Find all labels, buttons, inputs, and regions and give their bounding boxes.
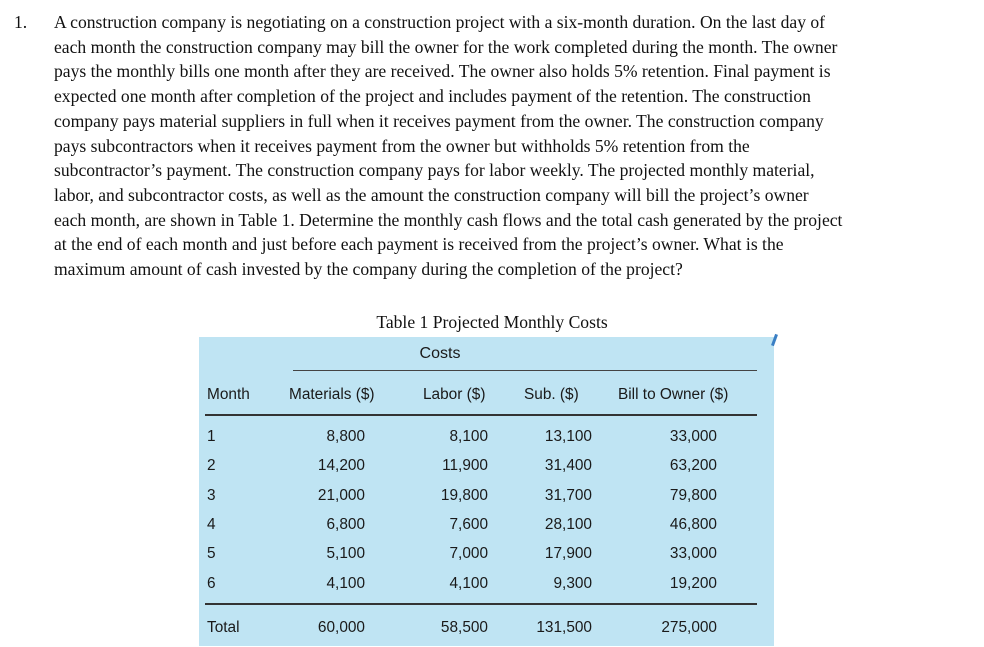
cell-materials: 14,200 [317,457,365,474]
cell-materials: 4,100 [326,575,365,592]
corner-mark [771,334,778,346]
cell-month: 3 [207,487,216,504]
cell-materials: 21,000 [317,487,365,504]
cell-bill: 46,800 [669,516,717,533]
problem-statement [14,10,964,282]
costs-header-rule [293,370,757,371]
problem-number: 1. [14,12,28,32]
problem-line: pays the monthly bills one month after they are received. The owner also holds 5% retention. Final payment is [54,61,831,82]
problem-line: expected one month after completion of the project and includes payment of the retention. The construction [54,86,811,107]
cell-labor: 19,800 [440,487,488,504]
header-sub: Sub. ($) [524,386,579,403]
table-caption: Table 1 Projected Monthly Costs [376,312,608,332]
cell-bill: 33,000 [669,428,717,445]
cell-sub: 31,400 [544,457,592,474]
total-month: Total [207,619,240,636]
cell-bill: 19,200 [669,575,717,592]
cell-month: 6 [207,575,216,592]
problem-line: maximum amount of cash invested by the company during the completion of the project? [54,259,683,280]
cell-materials: 5,100 [326,545,365,562]
problem-line: labor, and subcontractor costs, as well as the amount the construction company will bill the project’s owner [54,184,809,205]
cell-month: 4 [207,516,216,533]
cell-sub: 13,100 [544,428,592,445]
header-labor: Labor ($) [423,386,486,403]
problem-line: subcontractor’s payment. The construction company pays for labor weekly. The projected monthly material, [54,160,815,181]
cell-sub: 31,700 [544,487,592,504]
total-labor: 58,500 [440,619,488,636]
cell-materials: 8,800 [326,428,365,445]
cell-month: 2 [207,457,216,474]
problem-line: A construction company is negotiating on a construction project with a six-month duration. On the last day of [54,12,826,32]
cell-month: 5 [207,545,216,562]
problem-line: pays subcontractors when it receives payment from the owner but withholds 5% retention from the [54,135,750,156]
problem-line: at the end of each month and just before each payment is received from the project’s owner. What is the [54,234,784,255]
header-materials: Materials ($) [289,386,375,403]
costs-group-header: Costs [419,345,461,362]
cell-labor: 8,100 [449,428,488,445]
cell-materials: 6,800 [326,516,365,533]
header-bill: Bill to Owner ($) [618,386,729,403]
problem-line: each month, are shown in Table 1. Determine the monthly cash flows and the total cash generated by the project [54,209,843,230]
header-month: Month [207,386,250,403]
cost-table [199,337,774,646]
total-materials: 60,000 [317,619,365,636]
cell-labor: 7,600 [449,516,488,533]
problem-line: company pays material suppliers in full when it receives payment from the owner. The construction company [54,110,824,131]
cell-labor: 4,100 [449,575,488,592]
total-rule [205,603,757,605]
cell-sub: 9,300 [553,575,592,592]
problem-line: each month the construction company may bill the owner for the work completed during the month. The owner [54,36,838,57]
cell-sub: 28,100 [544,516,592,533]
header-rule [205,414,757,416]
cell-labor: 11,900 [442,457,488,474]
total-bill: 275,000 [661,619,717,636]
problem-text [54,10,964,282]
cell-bill: 33,000 [669,545,717,562]
total-sub: 131,500 [536,619,592,636]
cell-sub: 17,900 [544,545,592,562]
cell-month: 1 [207,428,216,445]
cell-bill: 79,800 [669,487,717,504]
cell-labor: 7,000 [449,545,488,562]
cell-bill: 63,200 [669,457,717,474]
